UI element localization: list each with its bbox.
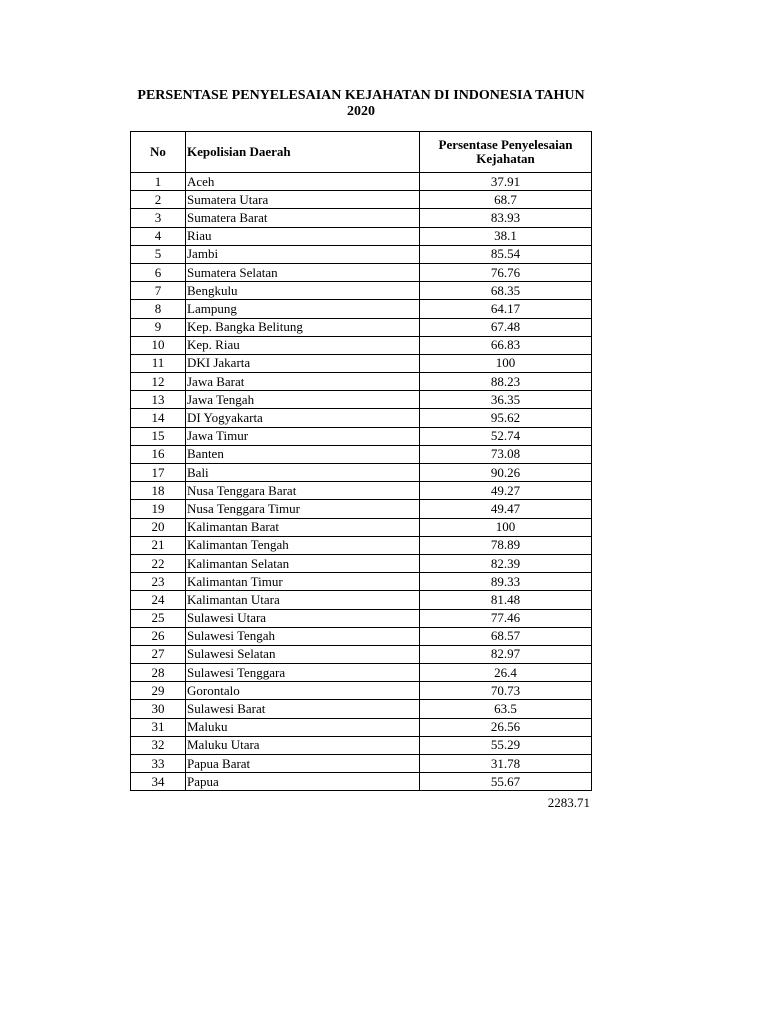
row-percentage: 78.89 xyxy=(420,536,592,554)
row-no: 5 xyxy=(131,245,186,263)
row-percentage: 88.23 xyxy=(420,373,592,391)
row-region: Banten xyxy=(186,445,420,463)
row-region: Sumatera Barat xyxy=(186,209,420,227)
table-row xyxy=(131,263,592,281)
row-region: DKI Jakarta xyxy=(186,354,420,372)
row-percentage: 76.76 xyxy=(420,263,592,281)
row-percentage: 55.29 xyxy=(420,736,592,754)
row-percentage: 52.74 xyxy=(420,427,592,445)
table-row xyxy=(131,373,592,391)
table-row xyxy=(131,664,592,682)
row-region: Kalimantan Timur xyxy=(186,573,420,591)
table-row xyxy=(131,682,592,700)
row-region: Bali xyxy=(186,464,420,482)
row-no: 28 xyxy=(131,664,186,682)
row-no: 24 xyxy=(131,591,186,609)
row-no: 30 xyxy=(131,700,186,718)
row-percentage: 82.97 xyxy=(420,645,592,663)
row-percentage: 37.91 xyxy=(420,173,592,191)
row-region: Sulawesi Tengah xyxy=(186,627,420,645)
row-no: 4 xyxy=(131,227,186,245)
row-region: Jambi xyxy=(186,245,420,263)
table-row xyxy=(131,318,592,336)
row-percentage: 66.83 xyxy=(420,336,592,354)
header-no: No xyxy=(131,132,186,173)
table-row xyxy=(131,554,592,572)
row-percentage: 70.73 xyxy=(420,682,592,700)
row-region: Sulawesi Selatan xyxy=(186,645,420,663)
row-no: 16 xyxy=(131,445,186,463)
table-row xyxy=(131,354,592,372)
row-no: 25 xyxy=(131,609,186,627)
row-region: Jawa Barat xyxy=(186,373,420,391)
row-no: 33 xyxy=(131,755,186,773)
row-region: Riau xyxy=(186,227,420,245)
row-percentage: 83.93 xyxy=(420,209,592,227)
row-region: Aceh xyxy=(186,173,420,191)
row-region: Nusa Tenggara Barat xyxy=(186,482,420,500)
table-row xyxy=(131,700,592,718)
document-title: PERSENTASE PENYELESAIAN KEJAHATAN DI INDONESIA TAHUN 2020 xyxy=(137,88,585,119)
row-region: Kalimantan Tengah xyxy=(186,536,420,554)
row-percentage: 49.27 xyxy=(420,482,592,500)
row-no: 27 xyxy=(131,645,186,663)
header-percentage xyxy=(420,132,592,173)
row-percentage: 68.7 xyxy=(420,191,592,209)
header-percentage-label: Persentase Penyelesaian Kejahatan xyxy=(438,137,573,166)
row-region: Sumatera Selatan xyxy=(186,263,420,281)
row-region: Maluku Utara xyxy=(186,736,420,754)
row-region: Bengkulu xyxy=(186,282,420,300)
table-row xyxy=(131,536,592,554)
row-no: 26 xyxy=(131,627,186,645)
table-row xyxy=(131,245,592,263)
row-region: Papua Barat xyxy=(186,755,420,773)
table-row xyxy=(131,391,592,409)
row-percentage: 90.26 xyxy=(420,464,592,482)
table-header-row xyxy=(131,132,592,173)
row-no: 14 xyxy=(131,409,186,427)
table-body xyxy=(131,173,592,791)
table-row xyxy=(131,645,592,663)
table-row xyxy=(131,445,592,463)
table-row xyxy=(131,227,592,245)
row-no: 18 xyxy=(131,482,186,500)
row-region: Nusa Tenggara Timur xyxy=(186,500,420,518)
table-row xyxy=(131,409,592,427)
row-no: 12 xyxy=(131,373,186,391)
row-percentage: 26.56 xyxy=(420,718,592,736)
row-region: Kalimantan Utara xyxy=(186,591,420,609)
row-no: 29 xyxy=(131,682,186,700)
row-no: 19 xyxy=(131,500,186,518)
row-no: 15 xyxy=(131,427,186,445)
row-no: 31 xyxy=(131,718,186,736)
row-no: 23 xyxy=(131,573,186,591)
row-percentage: 85.54 xyxy=(420,245,592,263)
row-region: Jawa Timur xyxy=(186,427,420,445)
table-row xyxy=(131,427,592,445)
row-no: 21 xyxy=(131,536,186,554)
table-row xyxy=(131,736,592,754)
row-percentage: 63.5 xyxy=(420,700,592,718)
row-no: 3 xyxy=(131,209,186,227)
row-region: Lampung xyxy=(186,300,420,318)
row-percentage: 68.35 xyxy=(420,282,592,300)
row-region: Maluku xyxy=(186,718,420,736)
row-percentage: 100 xyxy=(420,354,592,372)
table-row xyxy=(131,500,592,518)
row-region: Papua xyxy=(186,773,420,791)
row-percentage: 89.33 xyxy=(420,573,592,591)
table-row xyxy=(131,336,592,354)
row-percentage: 38.1 xyxy=(420,227,592,245)
row-percentage: 67.48 xyxy=(420,318,592,336)
table-row xyxy=(131,518,592,536)
row-region: Kalimantan Selatan xyxy=(186,554,420,572)
row-region: Sumatera Utara xyxy=(186,191,420,209)
row-region: Kep. Riau xyxy=(186,336,420,354)
row-percentage: 36.35 xyxy=(420,391,592,409)
table-row xyxy=(131,209,592,227)
row-percentage: 77.46 xyxy=(420,609,592,627)
row-no: 10 xyxy=(131,336,186,354)
row-percentage: 73.08 xyxy=(420,445,592,463)
row-no: 1 xyxy=(131,173,186,191)
row-percentage: 95.62 xyxy=(420,409,592,427)
row-region: Jawa Tengah xyxy=(186,391,420,409)
crime-resolution-table xyxy=(130,131,592,791)
row-percentage: 82.39 xyxy=(420,554,592,572)
row-no: 22 xyxy=(131,554,186,572)
row-no: 11 xyxy=(131,354,186,372)
table-row xyxy=(131,300,592,318)
row-percentage: 31.78 xyxy=(420,755,592,773)
row-no: 8 xyxy=(131,300,186,318)
row-percentage: 100 xyxy=(420,518,592,536)
total-sum: 2283.71 xyxy=(547,795,590,810)
table-row xyxy=(131,191,592,209)
table-row xyxy=(131,627,592,645)
table-row xyxy=(131,573,592,591)
table-row xyxy=(131,609,592,627)
row-region: Kep. Bangka Belitung xyxy=(186,318,420,336)
row-no: 34 xyxy=(131,773,186,791)
row-region: DI Yogyakarta xyxy=(186,409,420,427)
row-no: 32 xyxy=(131,736,186,754)
table-row xyxy=(131,173,592,191)
table-row xyxy=(131,482,592,500)
row-percentage: 55.67 xyxy=(420,773,592,791)
table-row xyxy=(131,282,592,300)
row-no: 6 xyxy=(131,263,186,281)
row-percentage: 26.4 xyxy=(420,664,592,682)
table-row xyxy=(131,464,592,482)
row-region: Kalimantan Barat xyxy=(186,518,420,536)
row-no: 13 xyxy=(131,391,186,409)
row-region: Sulawesi Utara xyxy=(186,609,420,627)
row-no: 9 xyxy=(131,318,186,336)
header-region: Kepolisian Daerah xyxy=(186,132,420,173)
table-row xyxy=(131,718,592,736)
table-row xyxy=(131,773,592,791)
row-region: Sulawesi Tenggara xyxy=(186,664,420,682)
row-percentage: 81.48 xyxy=(420,591,592,609)
table-row xyxy=(131,755,592,773)
row-no: 2 xyxy=(131,191,186,209)
row-no: 20 xyxy=(131,518,186,536)
row-region: Sulawesi Barat xyxy=(186,700,420,718)
row-no: 17 xyxy=(131,464,186,482)
row-percentage: 49.47 xyxy=(420,500,592,518)
row-percentage: 68.57 xyxy=(420,627,592,645)
row-percentage: 64.17 xyxy=(420,300,592,318)
table-row xyxy=(131,591,592,609)
row-no: 7 xyxy=(131,282,186,300)
row-region: Gorontalo xyxy=(186,682,420,700)
